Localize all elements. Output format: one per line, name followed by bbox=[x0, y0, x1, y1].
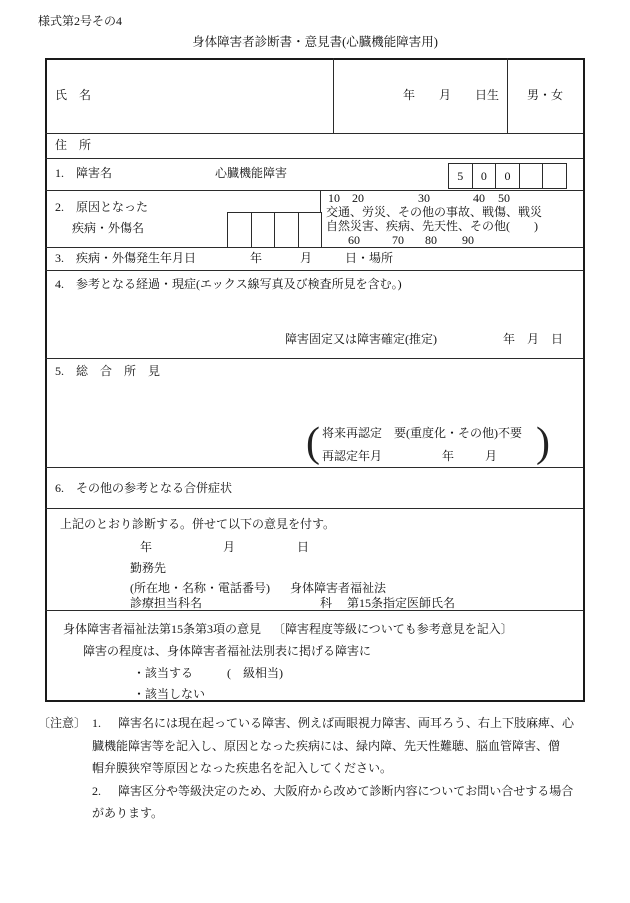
note1-line2: 臓機能障害等を記入し、原因となった疾病には、緑内障、先天性難聴、脳血管障害、僧 bbox=[92, 739, 561, 753]
section3-month-label: 月 bbox=[300, 251, 313, 265]
law-label: 身体障害者福祉法 bbox=[290, 581, 387, 595]
notes-header: 〔注意〕 bbox=[38, 716, 87, 730]
name-label: 氏 名 bbox=[55, 88, 92, 102]
row-divider bbox=[45, 358, 583, 359]
diagnosis-year-label: 年 bbox=[140, 540, 153, 554]
workplace-label: 勤務先 bbox=[130, 561, 167, 575]
section5-label: 5. 総 合 所 見 bbox=[55, 364, 161, 378]
note1-line3: 帽弁膜狭窄等原因となった疾患名を記入してください。 bbox=[92, 761, 393, 775]
fixed-date-ymd: 年 月 日 bbox=[503, 332, 564, 346]
row-divider bbox=[45, 270, 583, 271]
row-divider bbox=[45, 133, 583, 134]
section3-year-label: 年 bbox=[250, 251, 263, 265]
cause-code-40: 40 bbox=[473, 191, 485, 205]
entry-box-3 bbox=[274, 213, 298, 247]
row-divider bbox=[45, 158, 583, 159]
recert-month-label: 月 bbox=[485, 449, 498, 463]
opinion-option-not-applicable: ・該当しない bbox=[133, 687, 206, 701]
code-box-1: 5 bbox=[457, 168, 464, 183]
note1-number: 1. bbox=[92, 716, 101, 730]
cause-code-20: 20 bbox=[352, 191, 364, 205]
row-divider bbox=[45, 508, 583, 509]
bracket-right: ) bbox=[536, 420, 550, 466]
opinion-option-applicable: ・該当する bbox=[133, 666, 194, 680]
cause-code-80: 80 bbox=[425, 233, 437, 247]
cause-code-60: 60 bbox=[348, 233, 360, 247]
recert-line2-label: 再認定年月 bbox=[322, 449, 383, 463]
opinion-option-grade-note: ( 級相当) bbox=[227, 666, 283, 680]
section6-label: 6. その他の参考となる合併症状 bbox=[55, 481, 233, 495]
entry-box-4 bbox=[298, 213, 322, 247]
section1-label: 1. 障害名 bbox=[55, 166, 113, 180]
note2-number: 2. bbox=[92, 784, 101, 798]
row-divider bbox=[45, 610, 583, 611]
page-title: 身体障害者診断書・意見書(心臓機能障害用) bbox=[192, 35, 438, 49]
section2-label-line2: 疾病・外傷名 bbox=[72, 221, 145, 235]
code-box-2: 0 bbox=[472, 164, 496, 188]
column-divider bbox=[333, 58, 334, 133]
cause-list-line2: 自然災害、疾病、先天性、その他( ) bbox=[326, 219, 538, 233]
birthdate-label: 年 月 日生 bbox=[403, 88, 500, 102]
diagnosis-day-label: 日 bbox=[297, 540, 310, 554]
opinion-header: 身体障害者福祉法第15条第3項の意見 bbox=[63, 622, 262, 636]
diagnosis-statement: 上記のとおり診断する。併せて以下の意見を付す。 bbox=[60, 517, 336, 531]
section2-entry-boxes bbox=[227, 212, 322, 248]
entry-box-2 bbox=[251, 213, 275, 247]
department-label: 診療担当科名 bbox=[130, 596, 203, 610]
section4-label: 4. 参考となる経過・現症(エックス線写真及び検査所見を含む。) bbox=[55, 277, 402, 291]
diagnosis-month-label: 月 bbox=[223, 540, 236, 554]
bracket-left: ( bbox=[306, 420, 320, 466]
cause-list-line1: 交通、労災、その他の事故、戦傷、戦災 bbox=[326, 205, 543, 219]
section3-day-place-label: 日・場所 bbox=[345, 251, 394, 265]
cause-code-50: 50 bbox=[498, 191, 510, 205]
cause-code-70: 70 bbox=[392, 233, 404, 247]
row-divider bbox=[45, 467, 583, 468]
note1-line1: 障害名には現在起っている障害、例えば両眼視力障害、両耳ろう、右上下肢麻痺、心 bbox=[118, 716, 575, 730]
section1-code-boxes bbox=[448, 163, 567, 189]
note2-line1: 障害区分や等級決定のため、大阪府から改めて診断内容についてお問い合せする場合 bbox=[118, 784, 574, 798]
section1-value: 心臓機能障害 bbox=[215, 166, 288, 180]
form-number: 様式第2号その4 bbox=[38, 14, 123, 28]
department-suffix-label: 科 bbox=[320, 596, 333, 610]
cause-code-90: 90 bbox=[462, 233, 474, 247]
form-table-border bbox=[45, 58, 585, 702]
section2-label-line1: 2. 原因となった bbox=[55, 200, 149, 214]
opinion-line1: 障害の程度は、身体障害者福祉法別表に掲げる障害に bbox=[83, 644, 372, 658]
cause-code-30: 30 bbox=[418, 191, 430, 205]
fixed-date-label: 障害固定又は障害確定(推定) bbox=[285, 332, 437, 346]
cause-code-10: 10 bbox=[328, 191, 340, 205]
doctor-name-label: 第15条指定医師氏名 bbox=[347, 596, 456, 610]
code-box-3: 0 bbox=[495, 164, 519, 188]
code-box-4 bbox=[519, 164, 543, 188]
opinion-header-note: 〔障害程度等級についても参考意見を記入〕 bbox=[273, 622, 513, 636]
sex-label: 男・女 bbox=[526, 88, 563, 102]
recert-year-label: 年 bbox=[442, 449, 455, 463]
section3-label: 3. 疾病・外傷発生年月日 bbox=[55, 251, 197, 265]
workplace-detail-label: (所在地・名称・電話番号) bbox=[130, 581, 270, 595]
note2-line2: があります。 bbox=[92, 806, 164, 820]
entry-box-1 bbox=[228, 213, 251, 247]
code-box-5 bbox=[542, 164, 566, 188]
recert-line1: 将来再認定 要(重度化・その他)不要 bbox=[322, 426, 522, 440]
address-label: 住 所 bbox=[55, 138, 92, 152]
